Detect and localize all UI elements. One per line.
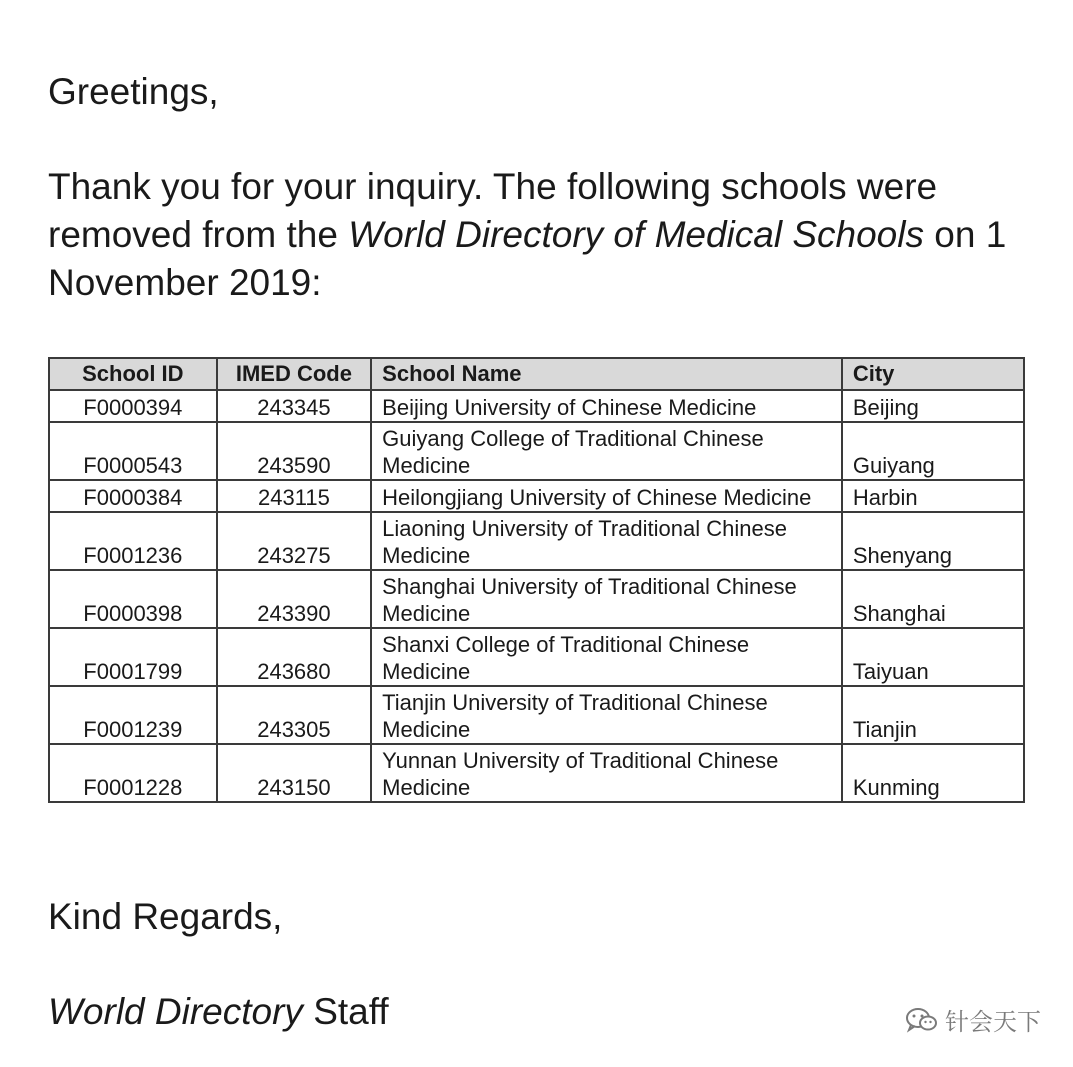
cell-city: Taiyuan [842, 628, 1024, 686]
cell-school-name: Beijing University of Chinese Medicine [371, 390, 842, 422]
header-city: City [842, 358, 1024, 390]
cell-school-id: F0001236 [49, 512, 217, 570]
intro-text-end: on 1 November 2019: [48, 214, 1007, 303]
cell-school-name: Heilongjiang University of Chinese Medicine [371, 480, 842, 512]
cell-city: Harbin [842, 480, 1024, 512]
table-row [49, 422, 1024, 480]
cell-city: Tianjin [842, 686, 1024, 744]
intro-paragraph [48, 163, 1008, 307]
signoff-directory: World Directory [48, 991, 303, 1032]
table-row [49, 570, 1024, 628]
header-imed-code: IMED Code [217, 358, 371, 390]
cell-city: Shanghai [842, 570, 1024, 628]
cell-school-id: F0000543 [49, 422, 217, 480]
signoff-line [48, 988, 389, 1036]
table-header-row [49, 358, 1024, 390]
cell-city: Guiyang [842, 422, 1024, 480]
cell-school-name: Shanxi College of Traditional Chinese Medicine [371, 628, 842, 686]
cell-school-id: F0001799 [49, 628, 217, 686]
cell-city: Shenyang [842, 512, 1024, 570]
table-row [49, 628, 1024, 686]
wechat-icon [905, 1006, 939, 1034]
table-row [49, 686, 1024, 744]
cell-imed-code: 243150 [217, 744, 371, 802]
cell-school-id: F0001239 [49, 686, 217, 744]
table-row [49, 480, 1024, 512]
cell-imed-code: 243305 [217, 686, 371, 744]
directory-title: World Directory of Medical Schools [348, 214, 924, 255]
watermark-text: 针会天下 [945, 1008, 1041, 1036]
table-row [49, 390, 1024, 422]
cell-imed-code: 243345 [217, 390, 371, 422]
cell-school-id: F0000398 [49, 570, 217, 628]
cell-school-name: Yunnan University of Traditional Chinese Medicine [371, 744, 842, 802]
intro-text-start: Thank you for your inquiry. The following schools were removed from the [48, 166, 938, 255]
header-school-id: School ID [49, 358, 217, 390]
cell-school-id: F0000394 [49, 390, 217, 422]
table-row [49, 744, 1024, 802]
cell-city: Beijing [842, 390, 1024, 422]
cell-school-name: Tianjin University of Traditional Chinese Medicine [371, 686, 842, 744]
cell-school-name: Shanghai University of Traditional Chinese Medicine [371, 570, 842, 628]
cell-imed-code: 243680 [217, 628, 371, 686]
cell-city: Kunming [842, 744, 1024, 802]
watermark [905, 1002, 1041, 1037]
cell-imed-code: 243275 [217, 512, 371, 570]
signoff-staff: Staff [302, 991, 389, 1032]
header-school-name: School Name [371, 358, 842, 390]
cell-school-name: Guiyang College of Traditional Chinese Medicine [371, 422, 842, 480]
cell-imed-code: 243390 [217, 570, 371, 628]
closing-text: Kind Regards, [48, 896, 283, 937]
cell-imed-code: 243590 [217, 422, 371, 480]
removed-schools-table [48, 357, 1025, 803]
cell-school-name: Liaoning University of Traditional Chinese Medicine [371, 512, 842, 570]
cell-school-id: F0000384 [49, 480, 217, 512]
cell-school-id: F0001228 [49, 744, 217, 802]
greeting-text: Greetings, [48, 71, 219, 112]
cell-imed-code: 243115 [217, 480, 371, 512]
table-row [49, 512, 1024, 570]
